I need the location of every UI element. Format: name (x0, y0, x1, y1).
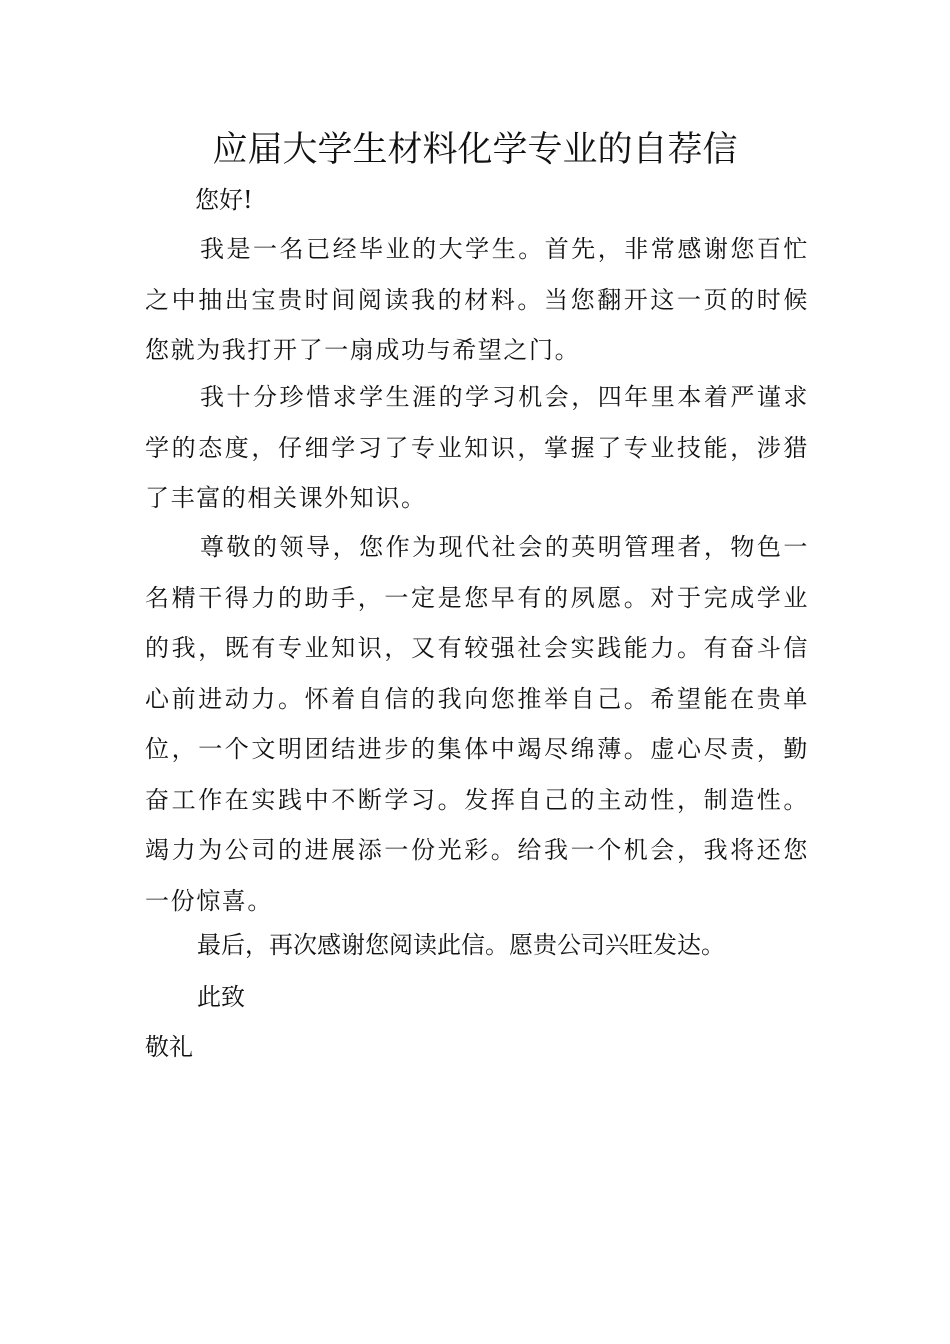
sign-off-jingli: 敬礼 (145, 1033, 193, 1061)
sign-off-cizhi: 此致 (197, 983, 245, 1011)
closing-line: 最后，再次感谢您阅读此信。愿贵公司兴旺发达。 (197, 931, 725, 959)
greeting: 您好! (195, 186, 253, 214)
paragraph-2: 我十分珍惜求学生涯的学习机会，四年里本着严谨求学的态度，仔细学习了专业知识，掌握了专业技能，涉猎了丰富的相关课外知识。 (145, 383, 809, 512)
document-title: 应届大学生材料化学专业的自荐信 (212, 130, 738, 170)
paragraph-1: 我是一名已经毕业的大学生。首先，非常感谢您百忙之中抽出宝贵时间阅读我的材料。当您翻开这一页的时候您就为我打开了一扇成功与希望之门。 (145, 235, 809, 364)
paragraph-3: 尊敬的领导，您作为现代社会的英明管理者，物色一名精干得力的助手，一定是您早有的夙愿。对于完成学业的我，既有专业知识，又有较强社会实践能力。有奋斗信心前进动力。怀着自信的我向您推举自己。希望能在贵单位，一个文明团结进步的集体中竭尽绵薄。虚心尽责，勤奋工作在实践中不断学习。发挥自己的主动性，制造性。竭力为公司的进展添一份光彩。给我一个机会，我将还您一份惊喜。 (145, 533, 809, 915)
